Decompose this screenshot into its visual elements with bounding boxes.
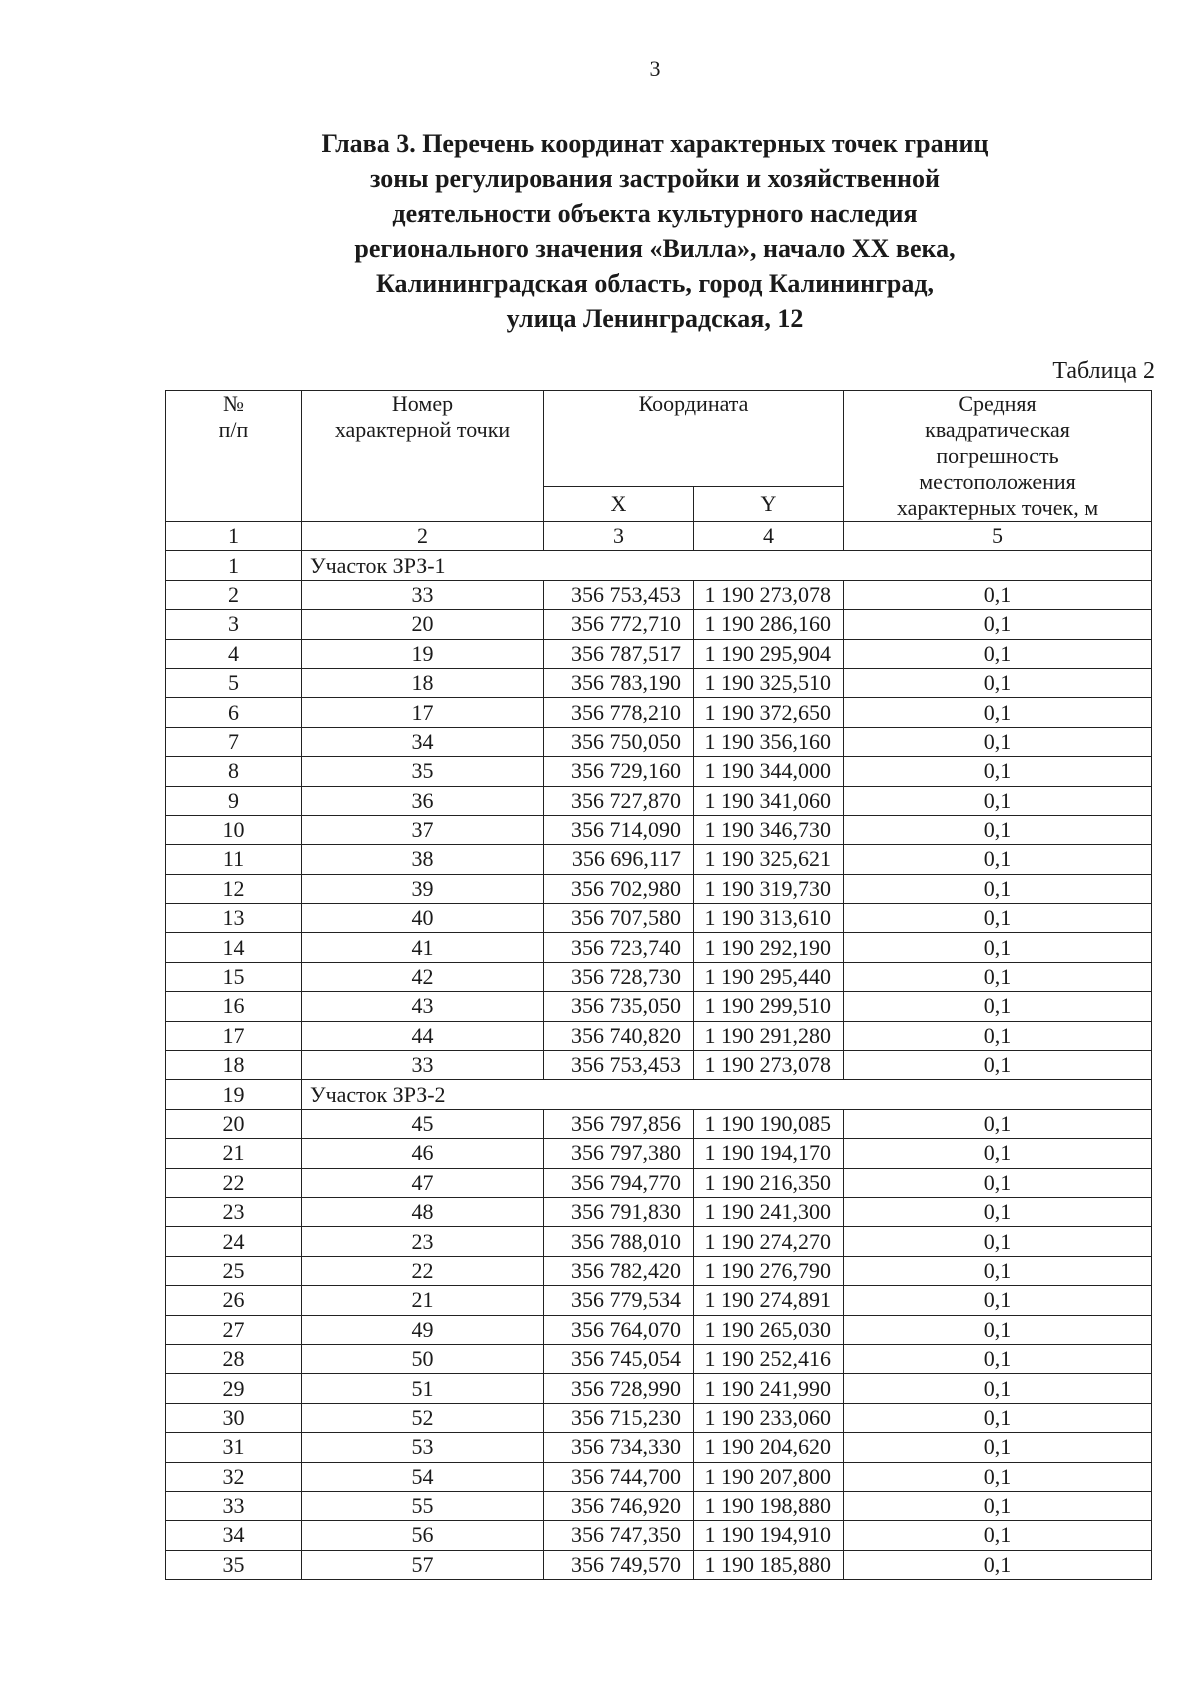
y-coordinate-cell: 1 190 194,910 [694,1521,844,1550]
point-number-cell: 55 [302,1491,544,1520]
error-cell: 0,1 [844,1109,1152,1138]
point-number-cell: 46 [302,1139,544,1168]
error-cell: 0,1 [844,992,1152,1021]
x-coordinate-cell: 356 753,453 [544,1051,694,1080]
header-point-number: Номер характерной точки [302,391,544,522]
error-cell: 0,1 [844,580,1152,609]
x-coordinate-cell: 356 783,190 [544,668,694,697]
column-number: 5 [844,522,1152,551]
point-number-cell: 33 [302,1051,544,1080]
point-number-cell: 38 [302,845,544,874]
error-cell: 0,1 [844,1344,1152,1373]
error-cell: 0,1 [844,845,1152,874]
y-coordinate-cell: 1 190 344,000 [694,757,844,786]
table-row [166,1491,1152,1520]
row-number-cell: 3 [166,610,302,639]
point-number-cell: 51 [302,1374,544,1403]
x-coordinate-cell: 356 797,856 [544,1109,694,1138]
row-number-cell: 15 [166,962,302,991]
y-coordinate-cell: 1 190 265,030 [694,1315,844,1344]
table-row [166,1227,1152,1256]
row-number-cell: 23 [166,1197,302,1226]
y-coordinate-cell: 1 190 299,510 [694,992,844,1021]
error-cell: 0,1 [844,1374,1152,1403]
page-number: 3 [649,56,661,81]
x-coordinate-cell: 356 764,070 [544,1315,694,1344]
table-row [166,1286,1152,1315]
x-coordinate-cell: 356 735,050 [544,992,694,1021]
row-number-cell: 25 [166,1256,302,1285]
table-row [166,1139,1152,1168]
row-number-cell: 2 [166,580,302,609]
x-coordinate-cell: 356 753,453 [544,580,694,609]
error-cell: 0,1 [844,1550,1152,1579]
row-number-cell: 21 [166,1139,302,1168]
row-number-cell: 10 [166,815,302,844]
row-number-cell: 31 [166,1433,302,1462]
y-coordinate-cell: 1 190 190,085 [694,1109,844,1138]
header-y: Y [694,487,844,522]
row-number-cell: 20 [166,1109,302,1138]
chapter-title [255,126,1055,336]
y-coordinate-cell: 1 190 241,300 [694,1197,844,1226]
column-number: 1 [166,522,302,551]
y-coordinate-cell: 1 190 356,160 [694,727,844,756]
x-coordinate-cell: 356 734,330 [544,1433,694,1462]
error-cell: 0,1 [844,874,1152,903]
column-number: 4 [694,522,844,551]
y-coordinate-cell: 1 190 273,078 [694,1051,844,1080]
error-cell: 0,1 [844,668,1152,697]
y-coordinate-cell: 1 190 341,060 [694,786,844,815]
x-coordinate-cell: 356 728,730 [544,962,694,991]
point-number-cell: 21 [302,1286,544,1315]
x-coordinate-cell: 356 794,770 [544,1168,694,1197]
x-coordinate-cell: 356 791,830 [544,1197,694,1226]
row-number-cell: 17 [166,1021,302,1050]
title-line: Глава 3. Перечень координат характерных точек границ [321,129,989,158]
x-coordinate-cell: 356 727,870 [544,786,694,815]
point-number-cell: 35 [302,757,544,786]
y-coordinate-cell: 1 190 194,170 [694,1139,844,1168]
row-number-cell: 33 [166,1491,302,1520]
error-cell: 0,1 [844,1021,1152,1050]
table-row [166,1021,1152,1050]
error-cell: 0,1 [844,1139,1152,1168]
table-row [166,1197,1152,1226]
y-coordinate-cell: 1 190 252,416 [694,1344,844,1373]
table-row [166,1521,1152,1550]
point-number-cell: 49 [302,1315,544,1344]
error-cell: 0,1 [844,1403,1152,1432]
x-coordinate-cell: 356 750,050 [544,727,694,756]
row-number-cell: 7 [166,727,302,756]
table-row [166,815,1152,844]
error-cell: 0,1 [844,610,1152,639]
table-row [166,962,1152,991]
table-row [166,639,1152,668]
table-row [166,727,1152,756]
point-number-cell: 22 [302,1256,544,1285]
y-coordinate-cell: 1 190 274,270 [694,1227,844,1256]
point-number-cell: 53 [302,1433,544,1462]
error-cell: 0,1 [844,1521,1152,1550]
header-error: Средняя квадратическая погрешность местоположения характерных точек, м [844,391,1152,522]
row-number-cell: 5 [166,668,302,697]
point-number-cell: 37 [302,815,544,844]
error-cell: 0,1 [844,1286,1152,1315]
point-number-cell: 34 [302,727,544,756]
header-coordinate: Координата [544,391,844,487]
x-coordinate-cell: 356 772,710 [544,610,694,639]
table-row [166,1109,1152,1138]
table-row [166,610,1152,639]
x-coordinate-cell: 356 746,920 [544,1491,694,1520]
table-row [166,1256,1152,1285]
point-number-cell: 57 [302,1550,544,1579]
y-coordinate-cell: 1 190 276,790 [694,1256,844,1285]
row-number-cell: 22 [166,1168,302,1197]
y-coordinate-cell: 1 190 273,078 [694,580,844,609]
section-row [166,551,1152,580]
error-cell: 0,1 [844,698,1152,727]
section-title-cell: Участок ЗРЗ-1 [302,551,1152,580]
x-coordinate-cell: 356 740,820 [544,1021,694,1050]
x-coordinate-cell: 356 729,160 [544,757,694,786]
table-caption: Таблица 2 [1052,358,1155,384]
section-row [166,1080,1152,1109]
error-cell: 0,1 [844,639,1152,668]
y-coordinate-cell: 1 190 319,730 [694,874,844,903]
point-number-cell: 33 [302,580,544,609]
table-row [166,757,1152,786]
point-number-cell: 42 [302,962,544,991]
x-coordinate-cell: 356 745,054 [544,1344,694,1373]
coordinates-table [165,390,1152,1580]
table-row [166,786,1152,815]
row-number-cell: 12 [166,874,302,903]
row-number-cell: 32 [166,1462,302,1491]
x-coordinate-cell: 356 714,090 [544,815,694,844]
y-coordinate-cell: 1 190 313,610 [694,904,844,933]
x-coordinate-cell: 356 782,420 [544,1256,694,1285]
x-coordinate-cell: 356 696,117 [544,845,694,874]
point-number-cell: 52 [302,1403,544,1432]
table-row [166,933,1152,962]
table-row [166,1433,1152,1462]
y-coordinate-cell: 1 190 286,160 [694,610,844,639]
column-number: 3 [544,522,694,551]
row-number-cell: 13 [166,904,302,933]
table-row [166,1374,1152,1403]
point-number-cell: 18 [302,668,544,697]
row-number-cell: 29 [166,1374,302,1403]
row-number-cell: 4 [166,639,302,668]
x-coordinate-cell: 356 788,010 [544,1227,694,1256]
x-coordinate-cell: 356 723,740 [544,933,694,962]
y-coordinate-cell: 1 190 295,440 [694,962,844,991]
header-row-number: № п/п [166,391,302,522]
x-coordinate-cell: 356 749,570 [544,1550,694,1579]
header-x: X [544,487,694,522]
point-number-cell: 56 [302,1521,544,1550]
y-coordinate-cell: 1 190 204,620 [694,1433,844,1462]
error-cell: 0,1 [844,1315,1152,1344]
error-cell: 0,1 [844,757,1152,786]
table-row [166,580,1152,609]
table-row [166,992,1152,1021]
point-number-cell: 50 [302,1344,544,1373]
x-coordinate-cell: 356 707,580 [544,904,694,933]
table-row [166,1051,1152,1080]
row-number-cell: 8 [166,757,302,786]
row-number-cell: 27 [166,1315,302,1344]
row-number-cell: 28 [166,1344,302,1373]
x-coordinate-cell: 356 728,990 [544,1374,694,1403]
row-number-cell: 9 [166,786,302,815]
error-cell: 0,1 [844,1462,1152,1491]
table-row [166,1168,1152,1197]
y-coordinate-cell: 1 190 198,880 [694,1491,844,1520]
x-coordinate-cell: 356 747,350 [544,1521,694,1550]
y-coordinate-cell: 1 190 233,060 [694,1403,844,1432]
row-number-cell: 24 [166,1227,302,1256]
column-number: 2 [302,522,544,551]
x-coordinate-cell: 356 702,980 [544,874,694,903]
title-line: зоны регулирования застройки и хозяйственной [370,164,940,193]
y-coordinate-cell: 1 190 325,510 [694,668,844,697]
y-coordinate-cell: 1 190 216,350 [694,1168,844,1197]
table-row [166,874,1152,903]
error-cell: 0,1 [844,933,1152,962]
error-cell: 0,1 [844,1051,1152,1080]
point-number-cell: 44 [302,1021,544,1050]
row-number-cell: 16 [166,992,302,1021]
y-coordinate-cell: 1 190 241,990 [694,1374,844,1403]
y-coordinate-cell: 1 190 291,280 [694,1021,844,1050]
x-coordinate-cell: 356 778,210 [544,698,694,727]
table-body [166,551,1152,1580]
row-number-cell: 11 [166,845,302,874]
row-number-cell: 34 [166,1521,302,1550]
table-row [166,1344,1152,1373]
x-coordinate-cell: 356 797,380 [544,1139,694,1168]
error-cell: 0,1 [844,904,1152,933]
x-coordinate-cell: 356 779,534 [544,1286,694,1315]
error-cell: 0,1 [844,1256,1152,1285]
error-cell: 0,1 [844,1491,1152,1520]
table-row [166,1315,1152,1344]
y-coordinate-cell: 1 190 185,880 [694,1550,844,1579]
error-cell: 0,1 [844,786,1152,815]
table-row [166,904,1152,933]
row-number-cell: 26 [166,1286,302,1315]
point-number-cell: 47 [302,1168,544,1197]
y-coordinate-cell: 1 190 295,904 [694,639,844,668]
error-cell: 0,1 [844,1168,1152,1197]
point-number-cell: 40 [302,904,544,933]
table-row [166,698,1152,727]
y-coordinate-cell: 1 190 346,730 [694,815,844,844]
x-coordinate-cell: 356 715,230 [544,1403,694,1432]
error-cell: 0,1 [844,815,1152,844]
point-number-cell: 19 [302,639,544,668]
table-row [166,845,1152,874]
y-coordinate-cell: 1 190 207,800 [694,1462,844,1491]
error-cell: 0,1 [844,1197,1152,1226]
row-number-cell: 6 [166,698,302,727]
title-line: деятельности объекта культурного наследия [392,199,918,228]
row-number-cell: 30 [166,1403,302,1432]
point-number-cell: 23 [302,1227,544,1256]
y-coordinate-cell: 1 190 325,621 [694,845,844,874]
error-cell: 0,1 [844,727,1152,756]
row-number-cell: 35 [166,1550,302,1579]
point-number-cell: 17 [302,698,544,727]
column-number-row [166,522,1152,551]
y-coordinate-cell: 1 190 292,190 [694,933,844,962]
x-coordinate-cell: 356 744,700 [544,1462,694,1491]
section-title-cell: Участок ЗРЗ-2 [302,1080,1152,1109]
y-coordinate-cell: 1 190 372,650 [694,698,844,727]
row-number-cell: 19 [166,1080,302,1109]
row-number-cell: 14 [166,933,302,962]
y-coordinate-cell: 1 190 274,891 [694,1286,844,1315]
row-number-cell: 1 [166,551,302,580]
title-line: улица Ленинградская, 12 [506,304,804,333]
point-number-cell: 54 [302,1462,544,1491]
table-row [166,1403,1152,1432]
row-number-cell: 18 [166,1051,302,1080]
point-number-cell: 39 [302,874,544,903]
point-number-cell: 36 [302,786,544,815]
error-cell: 0,1 [844,962,1152,991]
table-row [166,1550,1152,1579]
point-number-cell: 43 [302,992,544,1021]
table-row [166,668,1152,697]
point-number-cell: 20 [302,610,544,639]
point-number-cell: 41 [302,933,544,962]
title-line: Калининградская область, город Калининград, [375,269,935,298]
table-header-row [166,391,1152,487]
table-row [166,1462,1152,1491]
x-coordinate-cell: 356 787,517 [544,639,694,668]
error-cell: 0,1 [844,1433,1152,1462]
point-number-cell: 48 [302,1197,544,1226]
error-cell: 0,1 [844,1227,1152,1256]
point-number-cell: 45 [302,1109,544,1138]
title-line: регионального значения «Вилла», начало XX века, [354,234,956,263]
